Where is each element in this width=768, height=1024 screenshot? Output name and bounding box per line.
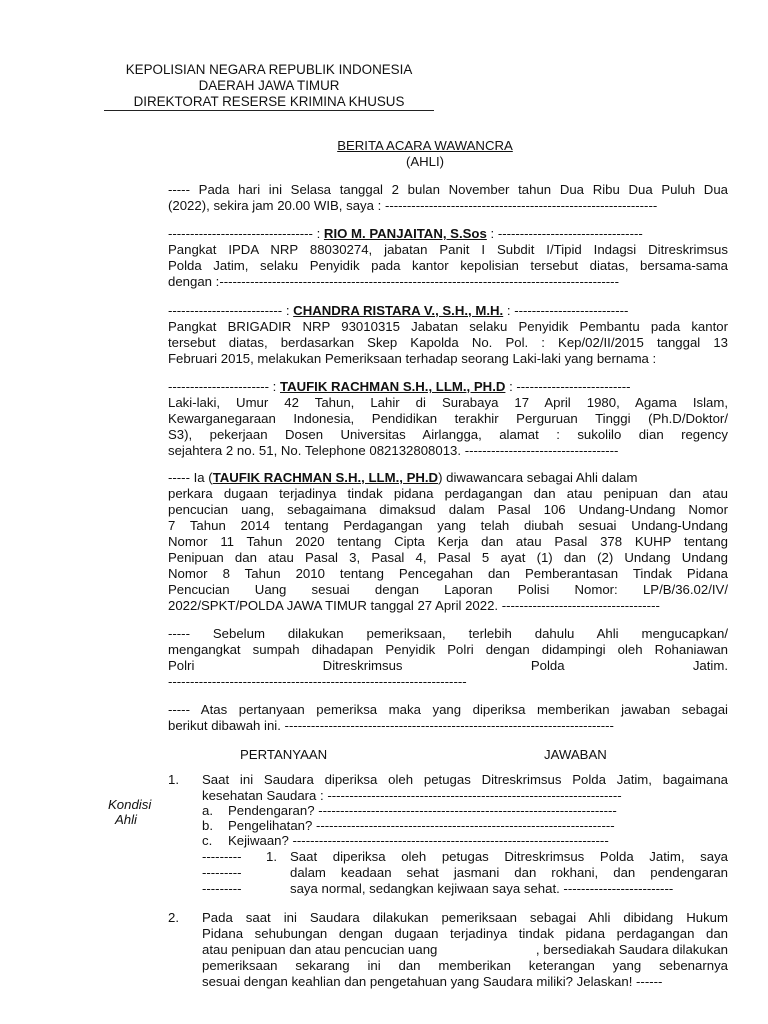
case-line-9: 2022/SPKT/POLDA JAWA TIMUR tanggal 27 April 2022. ------------------------------------ <box>168 598 660 613</box>
answer-1-dash-1: --------- <box>202 849 242 864</box>
question-1-item-a: a. Pendengaran? -------------------------------------------------------------------- <box>202 803 617 818</box>
oath-line-1: ----- Sebelum dilakukan pemeriksaan, terlebih dahulu Ahli mengucapkan/ <box>168 626 728 641</box>
case-line-3: pencucian uang, sebagaimana dimaksud dalam Pasal 106 Undang-Undang Nomor <box>168 502 728 517</box>
answer-1-line-1: Saat diperiksa oleh petugas Ditreskrimsus Polda Jatim, saya <box>290 849 728 864</box>
question-2-line-2: Pidana sehubungan dengan dugaan terjadinya tindak pidana perdagangan dan <box>202 926 728 941</box>
officer1-name: RIO M. PANJAITAN, S.Sos <box>323 226 487 241</box>
subject-line-1: Laki-laki, Umur 42 Tahun, Lahir di Surabaya 17 April 1980, Agama Islam, <box>168 395 728 410</box>
officer2-line-3: Februari 2015, melakukan Pemeriksaan terhadap seorang Laki-laki yang bernama : <box>168 351 657 366</box>
subject-name: TAUFIK RACHMAN S.H., LLM., PH.D <box>280 379 506 394</box>
case-line-8: Pencucian Uang sesuai dengan Laporan Polisi Nomor: LP/B/36.02/IV/ <box>168 582 728 597</box>
header-line-1: KEPOLISIAN NEGARA REPUBLIK INDONESIA <box>125 62 413 77</box>
intro-qa-line-2: berikut dibawah ini. --------------------------------------------------------------------------- <box>168 718 614 733</box>
document-subtitle: (AHLI) <box>405 154 445 169</box>
opening-line-1: ----- Pada hari ini Selasa tanggal 2 bulan November tahun Dua Ribu Dua Puluh Dua <box>168 182 728 197</box>
officer2-name: CHANDRA RISTARA V., S.H., M.H. <box>293 303 504 318</box>
intro-qa-line-1: ----- Atas pertanyaan pemeriksa maka yang diperiksa memberikan jawaban sebagai <box>168 702 728 717</box>
officer1-heading: --------------------------------- : RIO M. PANJAITAN, S.Sos : --------------------------------- <box>168 226 643 241</box>
question-1-number: 1. <box>168 772 179 787</box>
question-1-item-c: c. Kejiwaan? ------------------------------------------------------------------------ <box>202 833 609 848</box>
side-note-line-2: Ahli <box>115 812 137 827</box>
header-line-3: DIREKTORAT RESERSE KRIMINA KHUSUS <box>133 94 405 109</box>
opening-line-2: (2022), sekira jam 20.00 WIB, saya : -------------------------------------------------------------- <box>168 198 658 213</box>
column-header-answer: JAWABAN <box>544 747 607 762</box>
subject-heading: ----------------------- : TAUFIK RACHMAN S.H., LLM., PH.D : -------------------------- <box>168 379 631 394</box>
case-line-4: 7 Tahun 2014 tentang Perdagangan yang telah diubah sesuai Undang-Undang <box>168 518 728 533</box>
case-line-7: Nomor 8 Tahun 2010 tentang Pencegahan dan Pemberantasan Tindak Pidana <box>168 566 728 581</box>
column-header-question: PERTANYAAN <box>240 747 328 762</box>
case-line-1: ----- Ia (TAUFIK RACHMAN S.H., LLM., PH.D) diwawancara sebagai Ahli dalam <box>168 470 638 485</box>
oath-line-3: Polri Ditreskrimsus Polda Jatim. <box>168 658 728 673</box>
question-2-line-3-left: atau penipuan dan atau pencucian uang <box>202 942 438 957</box>
answer-1-dash-3: --------- <box>202 881 242 896</box>
question-1-line-2: kesehatan Saudara : ------------------------------------------------------------------- <box>202 788 622 803</box>
case-subject-name: TAUFIK RACHMAN S.H., LLM., PH.D <box>212 470 439 485</box>
answer-1-line-2: dalam keadaan sehat jasmani dan rokhani, dan pendengaran <box>290 865 728 880</box>
answer-1-number: 1. <box>266 849 277 864</box>
case-line-5: Nomor 11 Tahun 2020 tentang Cipta Kerja dan atau Pasal 378 KUHP tentang <box>168 534 728 549</box>
answer-1-line-3: saya normal, sedangkan kejiwaan saya sehat. ------------------------- <box>290 881 674 896</box>
question-2-number: 2. <box>168 910 179 925</box>
case-line-2: perkara dugaan terjadinya tindak pidana perdagangan dan atau penipuan dan atau <box>168 486 728 501</box>
question-1-item-b: b. Pengelihatan? -------------------------------------------------------------------- <box>202 818 615 833</box>
question-2-line-1: Pada saat ini Saudara dilakukan pemeriksaan sebagai Ahli dibidang Hukum <box>202 910 728 925</box>
side-note-line-1: Kondisi <box>108 797 152 812</box>
subject-line-2: Kewarganegaraan Indonesia, Pendidikan terakhir Perguruan Tinggi (Ph.D/Doktor/ <box>168 411 728 426</box>
question-2-line-4: pemeriksaan sekarang ini dan memberikan keterangan yang sebenarnya <box>202 958 728 973</box>
case-line-6: Penipuan dan atau Pasal 3, Pasal 4, Pasal 5 ayat (1) dan (2) Undang Undang <box>168 550 728 565</box>
question-2-line-5: sesuai dengan keahlian dan pengetahuan yang Saudara miliki? Jelaskan! ------ <box>202 974 663 989</box>
question-2-line-3: atau penipuan dan atau pencucian uang , bersediakah Saudara dilakukan <box>202 942 728 957</box>
subject-line-3: S3), pekerjaan Dosen Universitas Airlangga, alamat : sukolilo dian regency <box>168 427 728 442</box>
answer-1-dash-2: --------- <box>202 865 242 880</box>
header-divider <box>104 110 434 111</box>
oath-line-2: mengangkat sumpah dihadapan Penyidik Polri dengan didampingi oleh Rohaniawan <box>168 642 728 657</box>
question-1-line-1: Saat ini Saudara diperiksa oleh petugas Ditreskrimsus Polda Jatim, bagaimana <box>202 772 728 787</box>
officer2-heading: -------------------------- : CHANDRA RISTARA V., S.H., M.H. : -------------------------- <box>168 303 629 318</box>
subject-line-4: sejahtera 2 no. 51, No. Telephone 082132808013. ----------------------------------- <box>168 443 619 458</box>
document-title: BERITA ACARA WAWANCRA <box>337 138 513 153</box>
officer2-line-2: tersebut diatas, berdasarkan Skep Kapolda No. Pol. : Kep/02/II/2015 tanggal 13 <box>168 335 728 350</box>
officer1-line-1: Pangkat IPDA NRP 88030274, jabatan Panit I Subdit I/Tipid Indagsi Ditreskrimsus <box>168 242 728 257</box>
officer2-line-1: Pangkat BRIGADIR NRP 93010315 Jabatan selaku Penyidik Pembantu pada kantor <box>168 319 728 334</box>
officer1-line-3: dengan :------------------------------------------------------------------------------------------- <box>168 274 619 289</box>
officer1-line-2: Polda Jatim, selaku Penyidik pada kantor kepolisian tersebut diatas, bersama-sama <box>168 258 728 273</box>
header-line-2: DAERAH JAWA TIMUR <box>198 78 340 93</box>
oath-line-4: -------------------------------------------------------------------- <box>168 674 467 689</box>
